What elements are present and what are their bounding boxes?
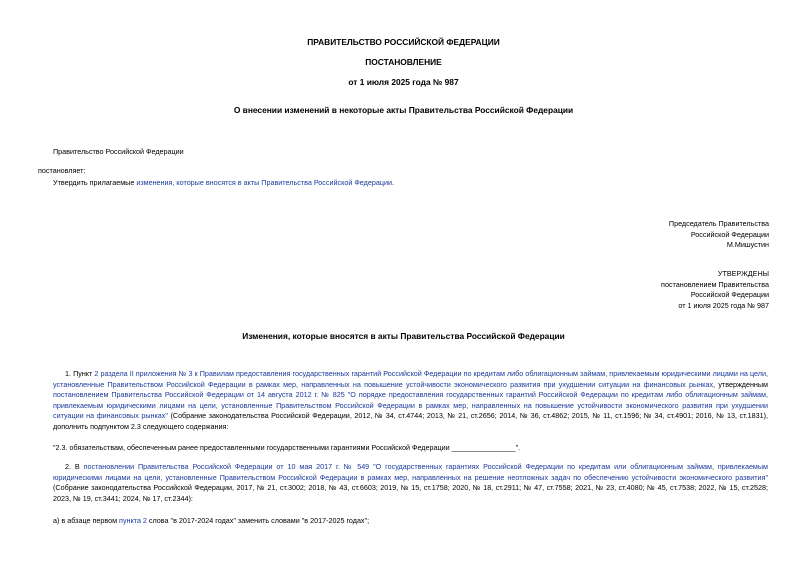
p1-text-b: , утвержденным [713, 379, 768, 389]
approve-pre: Утвердить прилагаемые [53, 178, 137, 187]
approved-line-3: Российской Федерации [690, 290, 769, 299]
subparagraph-a [53, 516, 369, 525]
p2-text-b: (Собрание законодательства Российской Федерации, 2017, № 21, ст.3002; 2018, № 43, ст.6603; 2019, № 15, ст.1758; 2020, № 18, ст.2911; № 47, ст.7558; 2021, № 23, ст.4080; № 45, ст.7538; 2022, № 15, ст.2528; 2023, № 19, ст.3441; 2024, № 17, ст.2344): [53, 483, 768, 503]
date-number: от 1 июля 2025 года № 987 [348, 77, 459, 87]
p1-rules-link[interactable]: 2 раздела II приложения № 3 к Правилам предоставления государственных гарантий Российской Федерации по кредитам либо облигационным займам, привлекаемым юридическими лицами на цели, установленные Правительством Российской Федерации в рамках мер, направленных на повышение устойчивости экономического развития при ухудшении ситуации на финансовых рынках [53, 369, 768, 389]
p1-resolution-link[interactable]: постановлением Правительства Российской Федерации от 14 августа 2012 г. № 825 "О порядке предоставления государственных гарантий Российской Федерации по кредитам либо облигационным займам, привлекаемым юридическими лицами на цели, установленные Правительством Российской Федерации в рамках мер, направленных на повышение устойчивости экономического развития при ухудшении ситуации на финансовых рынках" [53, 390, 768, 421]
org-heading: ПРАВИТЕЛЬСТВО РОССИЙСКОЙ ФЕДЕРАЦИИ [307, 37, 500, 47]
changes-link[interactable]: изменения, которые вносятся в акты Правительства Российской Федерации [136, 178, 392, 187]
p2-text-a: 2. В [65, 462, 84, 471]
signature-line-1: Председатель Правительства [668, 219, 769, 228]
p1-text-a: 1. Пункт [65, 369, 95, 378]
doc-type-heading: ПОСТАНОВЛЕНИЕ [365, 57, 442, 67]
approved-block [661, 269, 769, 311]
approve-post: . [391, 178, 394, 187]
p2-resolution-link[interactable]: постановлении Правительства Российской Федерации от 10 мая 2017 г. № 549 "О государственных гарантиях Российской Федерации по кредитам или облигационным займам, привлекаемым юридическими лицами на цели, установленные Правительством Российской Федерации в рамках мер, направленных на решение неотложных задач по обеспечению устойчивости экономического развития" [53, 462, 768, 482]
signature-block [669, 219, 769, 251]
pa-clause-link[interactable]: пункта 2 [119, 516, 147, 525]
paragraph-1 [53, 369, 768, 433]
changes-title: Изменения, которые вносятся в акты Правительства Российской Федерации [242, 331, 565, 341]
paragraph-2 [53, 462, 768, 504]
pa-text-a: а) в абзаце первом [53, 516, 120, 525]
p1-text-c: (Собрание законодательства Российской Федерации, 2012, № 34, ст.4744; 2013, № 21, ст.2656; 2014, № 36, ст.4862; 2015, № 11, ст.1596; № 34, ст.4901; 2016, № 13, ст.1831), дополнить подпунктом 2.3 следующего содержания: [53, 411, 769, 431]
approved-line-1: УТВЕРЖДЕНЫ [717, 269, 769, 278]
pa-text-b: слова "в 2017-2024 годах" заменить словами "в 2017-2025 годах"; [146, 516, 370, 525]
approved-line-2: постановлением Правительства [661, 279, 769, 289]
intro-text: Правительство Российской Федерации [53, 147, 184, 156]
quote-paragraph: "2.3. обязательствам, обеспеченным ранее предоставленными государственными гарантиями Российской Федерации ________________". [53, 443, 521, 452]
approved-line-4: от 1 июля 2025 года № 987 [678, 300, 769, 310]
resolves-text: постановляет: [38, 166, 86, 175]
signature-line-2: Российской Федерации [690, 229, 769, 239]
document-title: О внесении изменений в некоторые акты Правительства Российской Федерации [233, 105, 574, 115]
signature-line-3: М.Мишустин [726, 240, 769, 249]
approve-paragraph [53, 178, 394, 187]
